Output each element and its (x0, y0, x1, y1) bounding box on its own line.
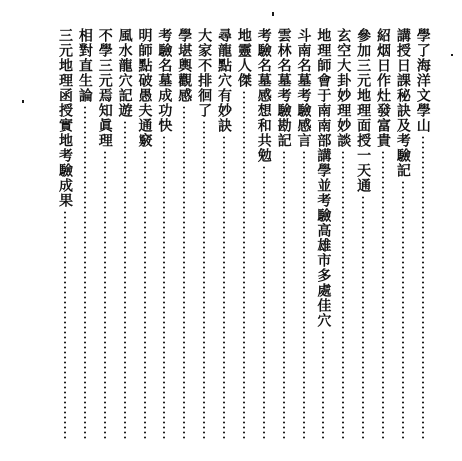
toc-entry (116, 28, 134, 440)
dot-leader (402, 180, 404, 440)
toc-entry (334, 28, 352, 440)
dot-leader (124, 120, 126, 440)
dot-leader (203, 120, 205, 440)
dot-leader (362, 195, 364, 440)
toc-entry (374, 28, 392, 440)
dot-leader (84, 105, 86, 440)
dot-leader (422, 135, 424, 440)
toc-entry (314, 28, 332, 440)
toc-entry (175, 28, 193, 440)
toc-entry (295, 28, 313, 440)
toc-entry (394, 28, 412, 440)
dot-leader (243, 90, 245, 440)
toc-entry-title: 大家不排徊了 (196, 28, 213, 118)
toc-entry-title: 學了海洋文學山 (414, 28, 431, 133)
toc-entry (56, 28, 74, 440)
dot-leader (163, 135, 165, 440)
toc-entry (255, 28, 273, 440)
toc-entry-title: 考驗名墓成功快 (156, 28, 173, 133)
toc-entry (96, 28, 114, 440)
scan-speck (22, 100, 24, 103)
dot-leader (223, 135, 225, 440)
dot-leader (263, 165, 265, 440)
dot-leader (382, 150, 384, 440)
dot-leader (144, 150, 146, 440)
toc-entry-title: 學堪輿觀感 (176, 28, 193, 103)
scan-speck (272, 12, 274, 16)
toc-entry (414, 28, 432, 440)
toc-entry-title: 地靈人傑 (235, 28, 252, 88)
dot-leader (183, 105, 185, 440)
toc-entry-title: 玄空大卦妙理妙談 (335, 28, 352, 148)
scan-speck (451, 54, 453, 56)
dot-leader (283, 150, 285, 440)
toc-entry-title: 相對直生論 (76, 28, 93, 103)
dot-leader (64, 210, 66, 440)
dot-leader (104, 150, 106, 440)
toc-entry (155, 28, 173, 440)
dot-leader (342, 150, 344, 440)
toc-entry (275, 28, 293, 440)
toc-entry (215, 28, 233, 440)
toc-entry-title: 雲林名墓考驗勘記 (275, 28, 292, 148)
toc-entry-title: 地理師會于南南部講學並考驗高雄市多處佳穴 (315, 28, 332, 328)
toc-entry (76, 28, 94, 440)
dot-leader (303, 150, 305, 440)
table-of-contents (56, 28, 432, 440)
toc-entry-title: 講授日課秘訣及考驗記 (394, 28, 411, 178)
toc-entry-title: 紹烟日作灶發富貴 (375, 28, 391, 148)
toc-entry-title: 風水龍穴記遊 (116, 28, 133, 118)
toc-entry-title: 考驗名墓感想和共勉 (255, 28, 272, 163)
toc-entry-title: 參加三元地理面授一天通 (355, 28, 372, 193)
toc-entry-title: 尋龍點穴有妙訣 (216, 28, 232, 133)
toc-entry (195, 28, 213, 440)
toc-entry-title: 不學三元焉知眞理 (96, 28, 113, 148)
toc-entry (235, 28, 253, 440)
toc-entry-title: 斗南名墓考驗感言 (295, 28, 312, 148)
toc-entry (136, 28, 154, 440)
toc-entry (354, 28, 372, 440)
toc-entry-title: 明師點破愚夫通竅 (136, 28, 153, 148)
dot-leader (322, 330, 324, 440)
toc-entry-title: 三元地理函授實地考驗成果 (57, 28, 73, 208)
